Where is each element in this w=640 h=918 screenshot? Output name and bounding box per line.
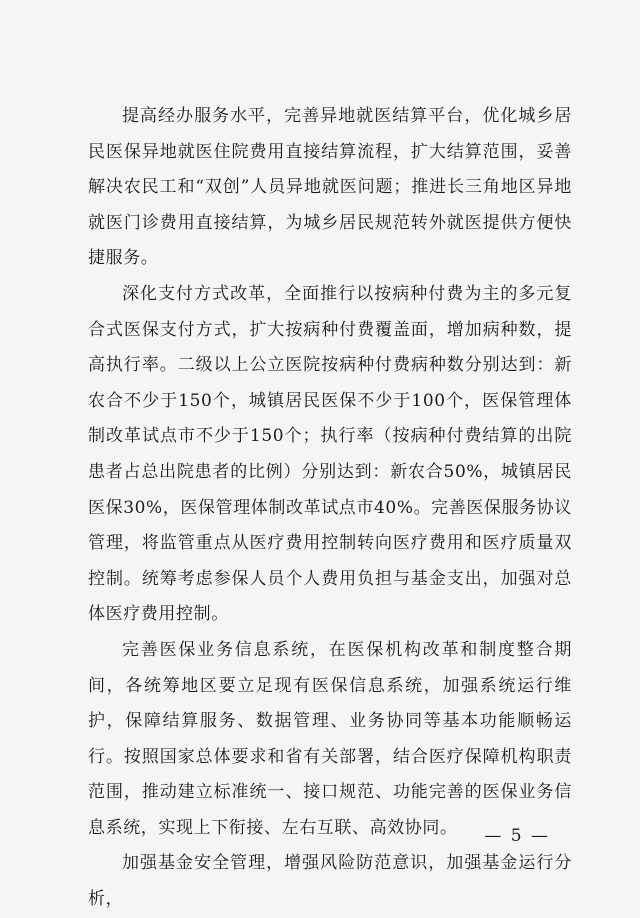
paragraph-service-level: 提高经办服务水平，完善异地就医结算平台，优化城乡居民医保异地就医住院费用直接结算流程，扩大结算范围，妥善解决农民工和“双创”人员异地就医问题；推进长三角地区异地就医门诊费用直接结算，为城乡居民规范转外就医提供方便快捷服务。 xyxy=(88,106,572,269)
paragraph-fund-safety: 加强基金安全管理，增强风险防范意识，加强基金运行分析， xyxy=(88,853,572,910)
paragraph-payment-reform: 深化支付方式改革，全面推行以按病种付费为主的多元复合式医保支付方式，扩大按病种付费覆盖面，增加病种数，提高执行率。二级以上公立医院按病种付费病种数分别达到：新农合不少于150个，城镇居民医保不少于100个，医保管理体制改革试点市不少于150个；执行率（按病种付费结算的出院患者占总出院患者的比例）分别达到：新农合50%，城镇居民医保30%，医保管理体制改革试点市40%。完善医保服务协议管理，将监管重点从医疗费用控制转向医疗费用和医疗质量双控制。统筹考虑参保人员个人费用负担与基金支出，加强对总体医疗费用控制。 xyxy=(88,283,572,625)
paragraph-information-system: 完善医保业务信息系统，在医保机构改革和制度整合期间，各统筹地区要立足现有医保信息系统，加强系统运行维护，保障结算服务、数据管理、业务协同等基本功能顺畅运行。按照国家总体要求和省有关部署，结合医疗保障机构职责范围，推动建立标准统一、接口规范、功能完善的医保业务信息系统，实现上下衔接、左右互联、高效协同。 xyxy=(88,639,572,838)
document-body xyxy=(88,99,572,918)
page-number: — 5 — xyxy=(484,826,550,846)
